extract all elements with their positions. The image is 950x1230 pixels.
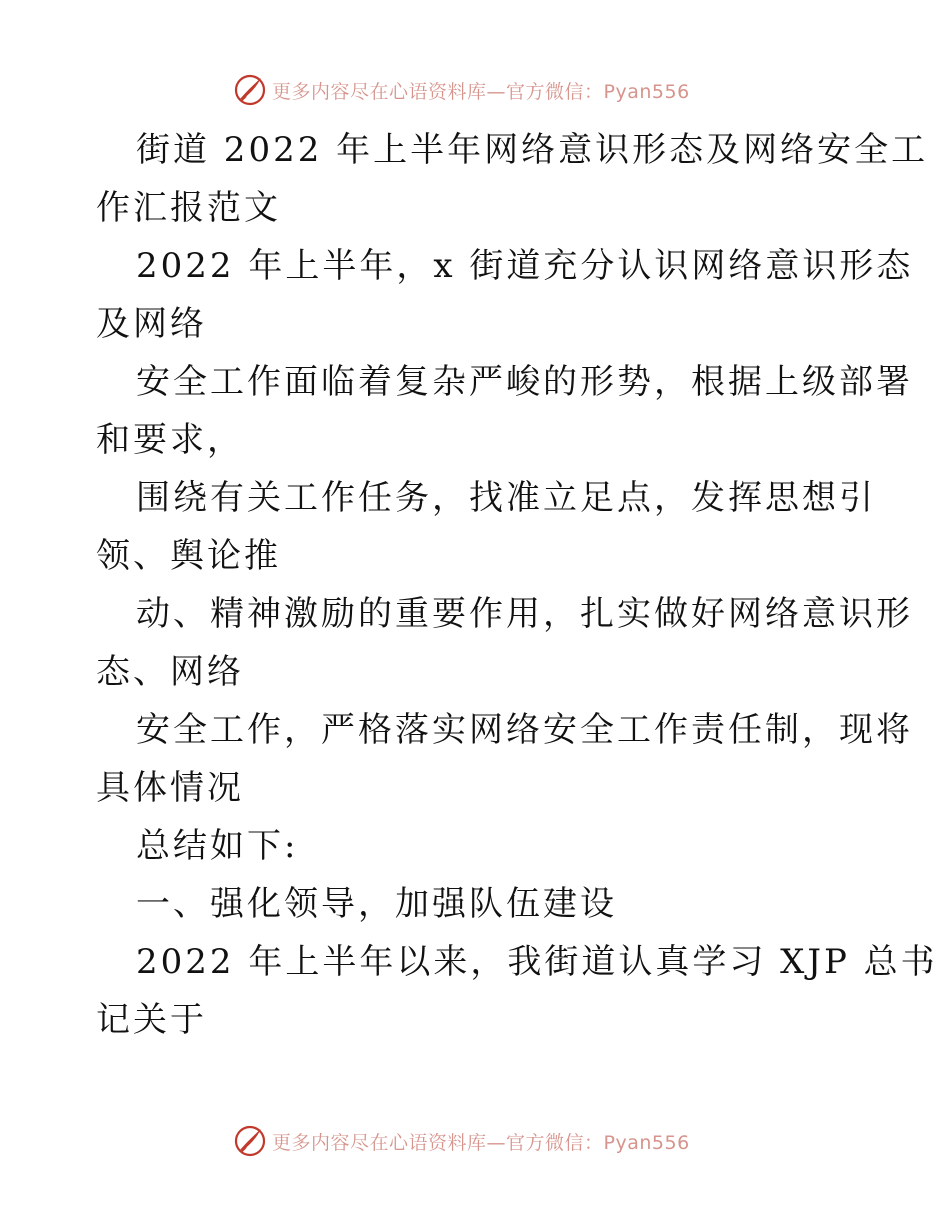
paragraph-line: 记关于 xyxy=(96,1000,207,1040)
paragraph-line: 2022 年上半年以来，我街道认真学习 XJP 总书 xyxy=(136,942,938,982)
paragraph-line: 态、网络 xyxy=(96,652,244,692)
quill-logo-icon xyxy=(232,72,268,108)
paragraph-line: 安全工作，严格落实网络安全工作责任制，现将 xyxy=(136,710,913,750)
paragraph-line: 总结如下: xyxy=(136,826,299,866)
watermark-footer xyxy=(232,1121,690,1161)
quill-logo-icon xyxy=(232,1123,268,1159)
paragraph-line: 安全工作面临着复杂严峻的形势，根据上级部署 xyxy=(136,362,913,402)
title-line-1: 街道 2022 年上半年网络意识形态及网络安全工 xyxy=(136,130,929,170)
paragraph-line: 具体情况 xyxy=(96,768,244,808)
section-heading: 一、强化领导，加强队伍建设 xyxy=(136,884,617,924)
watermark-header xyxy=(232,70,690,110)
paragraph-line: 和要求， xyxy=(96,420,244,460)
paragraph-line: 动、精神激励的重要作用，扎实做好网络意识形 xyxy=(136,594,913,634)
watermark-text: 更多内容尽在心语资料库—官方微信：Pyan556 xyxy=(272,1131,690,1154)
paragraph-line: 围绕有关工作任务，找准立足点，发挥思想引 xyxy=(136,478,876,518)
paragraph-line: 2022 年上半年，x 街道充分认识网络意识形态 xyxy=(136,246,914,286)
paragraph-line: 及网络 xyxy=(96,304,207,344)
watermark-text: 更多内容尽在心语资料库—官方微信：Pyan556 xyxy=(272,80,690,103)
paragraph-line: 领、舆论推 xyxy=(96,536,281,576)
title-line-2: 作汇报范文 xyxy=(96,188,281,228)
